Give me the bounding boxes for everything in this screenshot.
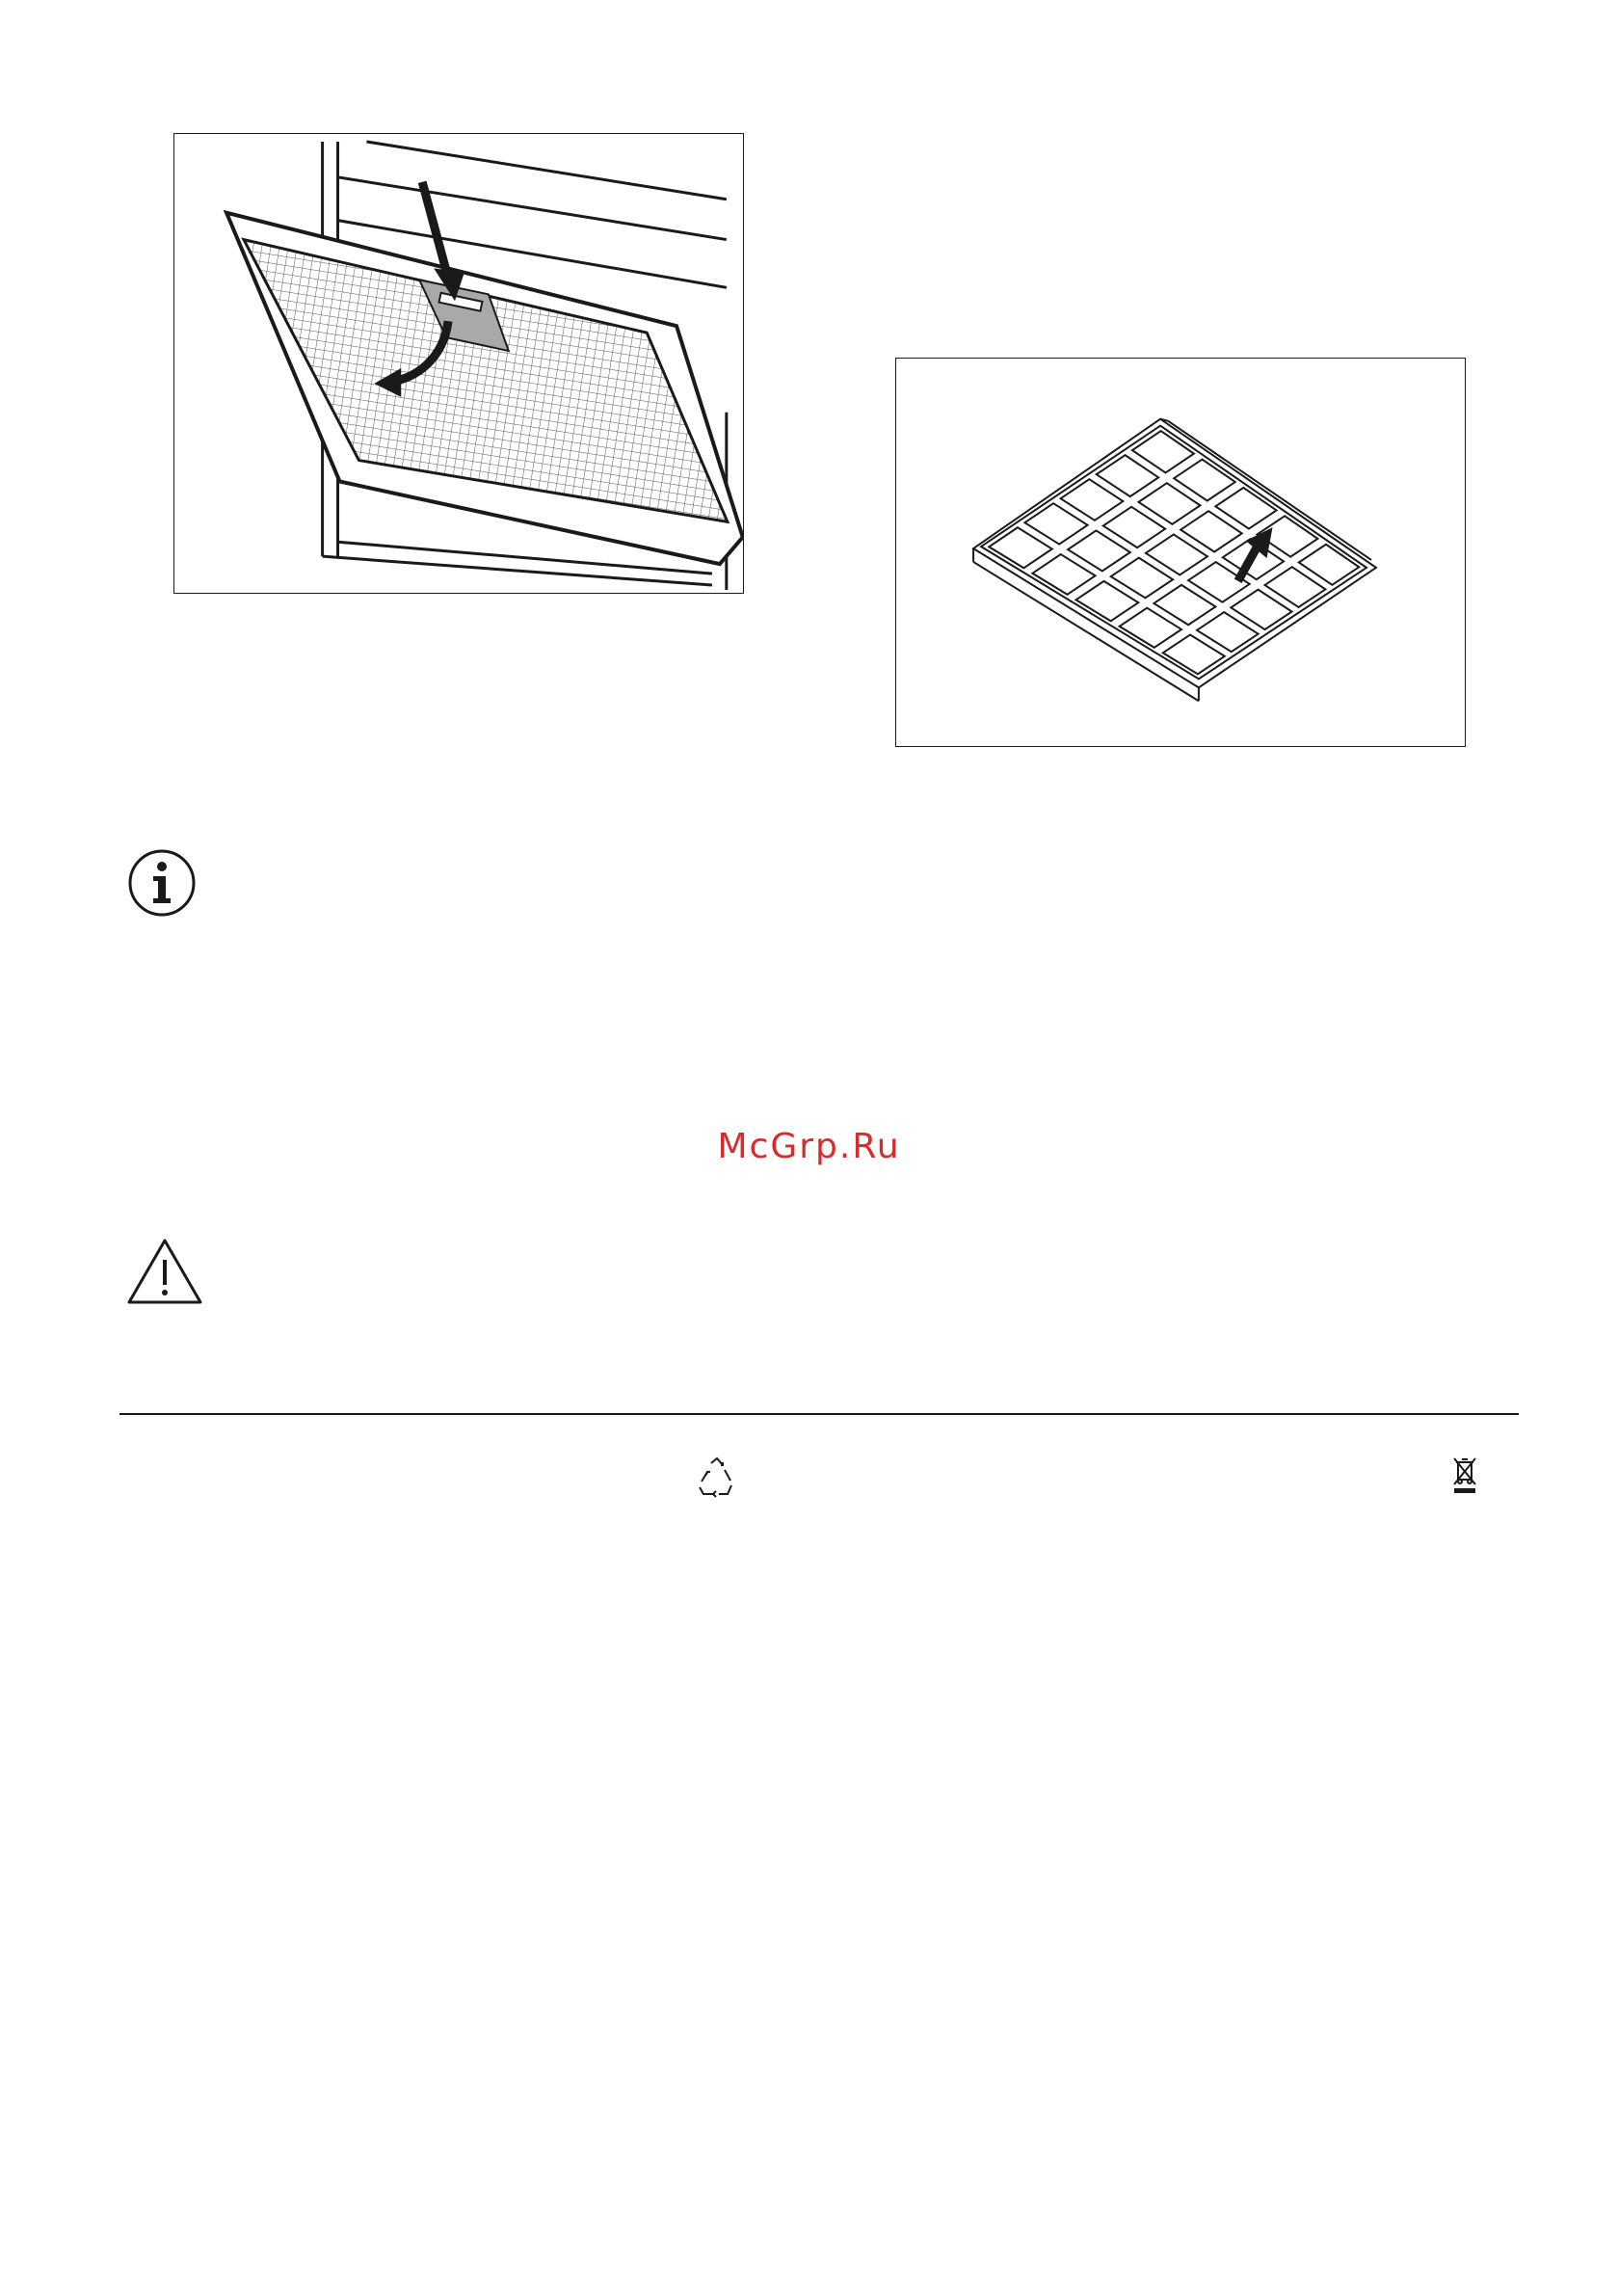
filter-grid-drawing: [896, 359, 1465, 746]
info-icon: [126, 847, 198, 919]
filter-grid-figure: [895, 358, 1466, 747]
filter-removal-drawing: [174, 134, 743, 593]
warning-icon: [126, 1237, 203, 1306]
grease-filter: [226, 213, 743, 564]
filter-frame: [973, 419, 1376, 702]
watermark-text: McGrp.Ru: [717, 1127, 901, 1166]
weee-crossed-bin-icon: [1450, 1456, 1479, 1495]
recycle-icon: [695, 1455, 739, 1500]
filter-removal-figure: [173, 133, 744, 594]
filter-grid-cells: [989, 431, 1359, 674]
section-divider: [119, 1413, 1519, 1415]
